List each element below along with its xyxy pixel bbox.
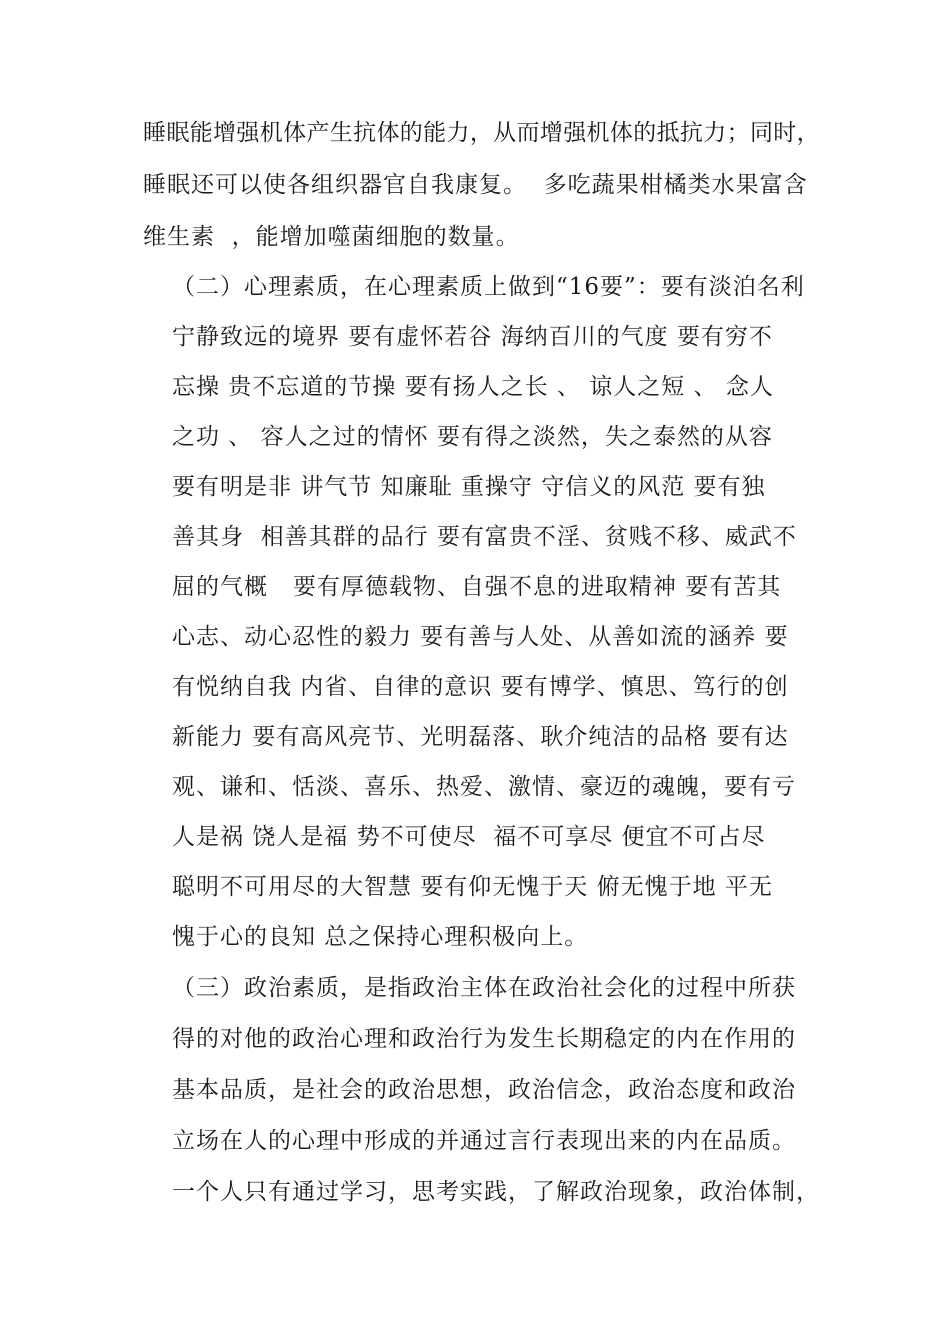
text-line: 人是祸 饶人是福 势不可使尽 福不可享尽 便宜不可占尽 — [172, 824, 766, 850]
text-line: 要有明是非 讲气节 知廉耻 重操守 守信义的风范 要有独 — [172, 474, 766, 500]
text-line: 之功 、 容人之过的情怀 要有得之淡然，失之泰然的从容 — [172, 424, 773, 450]
text-line: 愧于心的良知 总之保持心理积极向上。 — [172, 924, 589, 950]
text-line: 睡眠还可以使各组织器官自我康复。 多吃蔬果柑橘类水果富含 — [143, 172, 808, 198]
text-line: 睡眠能增强机体产生抗体的能力，从而增强机体的抵抗力；同时， — [143, 120, 820, 146]
text-line: 观、谦和、恬淡、喜乐、热爱、激情、豪迈的魂魄，要有亏 — [172, 774, 796, 800]
text-line: 忘操 贵不忘道的节操 要有扬人之长 、 谅人之短 、 念人 — [172, 374, 774, 400]
text-line: 得的对他的政治心理和政治行为发生长期稳定的内在作用的 — [172, 1026, 796, 1052]
text-line: 基本品质，是社会的政治思想，政治信念，政治态度和政治 — [172, 1077, 796, 1103]
text-line: 屈的气概 要有厚德载物、自强不息的进取精神 要有苦其 — [172, 574, 782, 600]
text-line: 宁静致远的境界 要有虚怀若谷 海纳百川的气度 要有穷不 — [172, 324, 773, 350]
text-line: 维生素 ，能增加噬菌细胞的数量。 — [143, 224, 520, 250]
text-line: 善其身 相善其群的品行 要有富贵不淫、贫贱不移、威武不 — [172, 524, 797, 550]
text-line: 心志、动心忍性的毅力 要有善与人处、从善如流的涵养 要 — [172, 624, 789, 650]
text-line: 新能力 要有高风亮节、光明磊落、耿介纯洁的品格 要有达 — [172, 724, 789, 750]
text-line: 聪明不可用尽的大智慧 要有仰无愧于天 俯无愧于地 平无 — [172, 874, 773, 900]
text-line: 一个人只有通过学习，思考实践，了解政治现象，政治体制， — [172, 1179, 820, 1205]
text-line: 有悦纳自我 内省、自律的意识 要有博学、慎思、笃行的创 — [172, 674, 789, 700]
text-line: （二）心理素质，在心理素质上做到“16要”：要有淡泊名利 — [172, 274, 805, 300]
text-line: （三）政治素质，是指政治主体在政治社会化的过程中所获 — [172, 975, 796, 1001]
text-line: 立场在人的心理中形成的并通过言行表现出来的内在品质。 — [172, 1128, 796, 1154]
